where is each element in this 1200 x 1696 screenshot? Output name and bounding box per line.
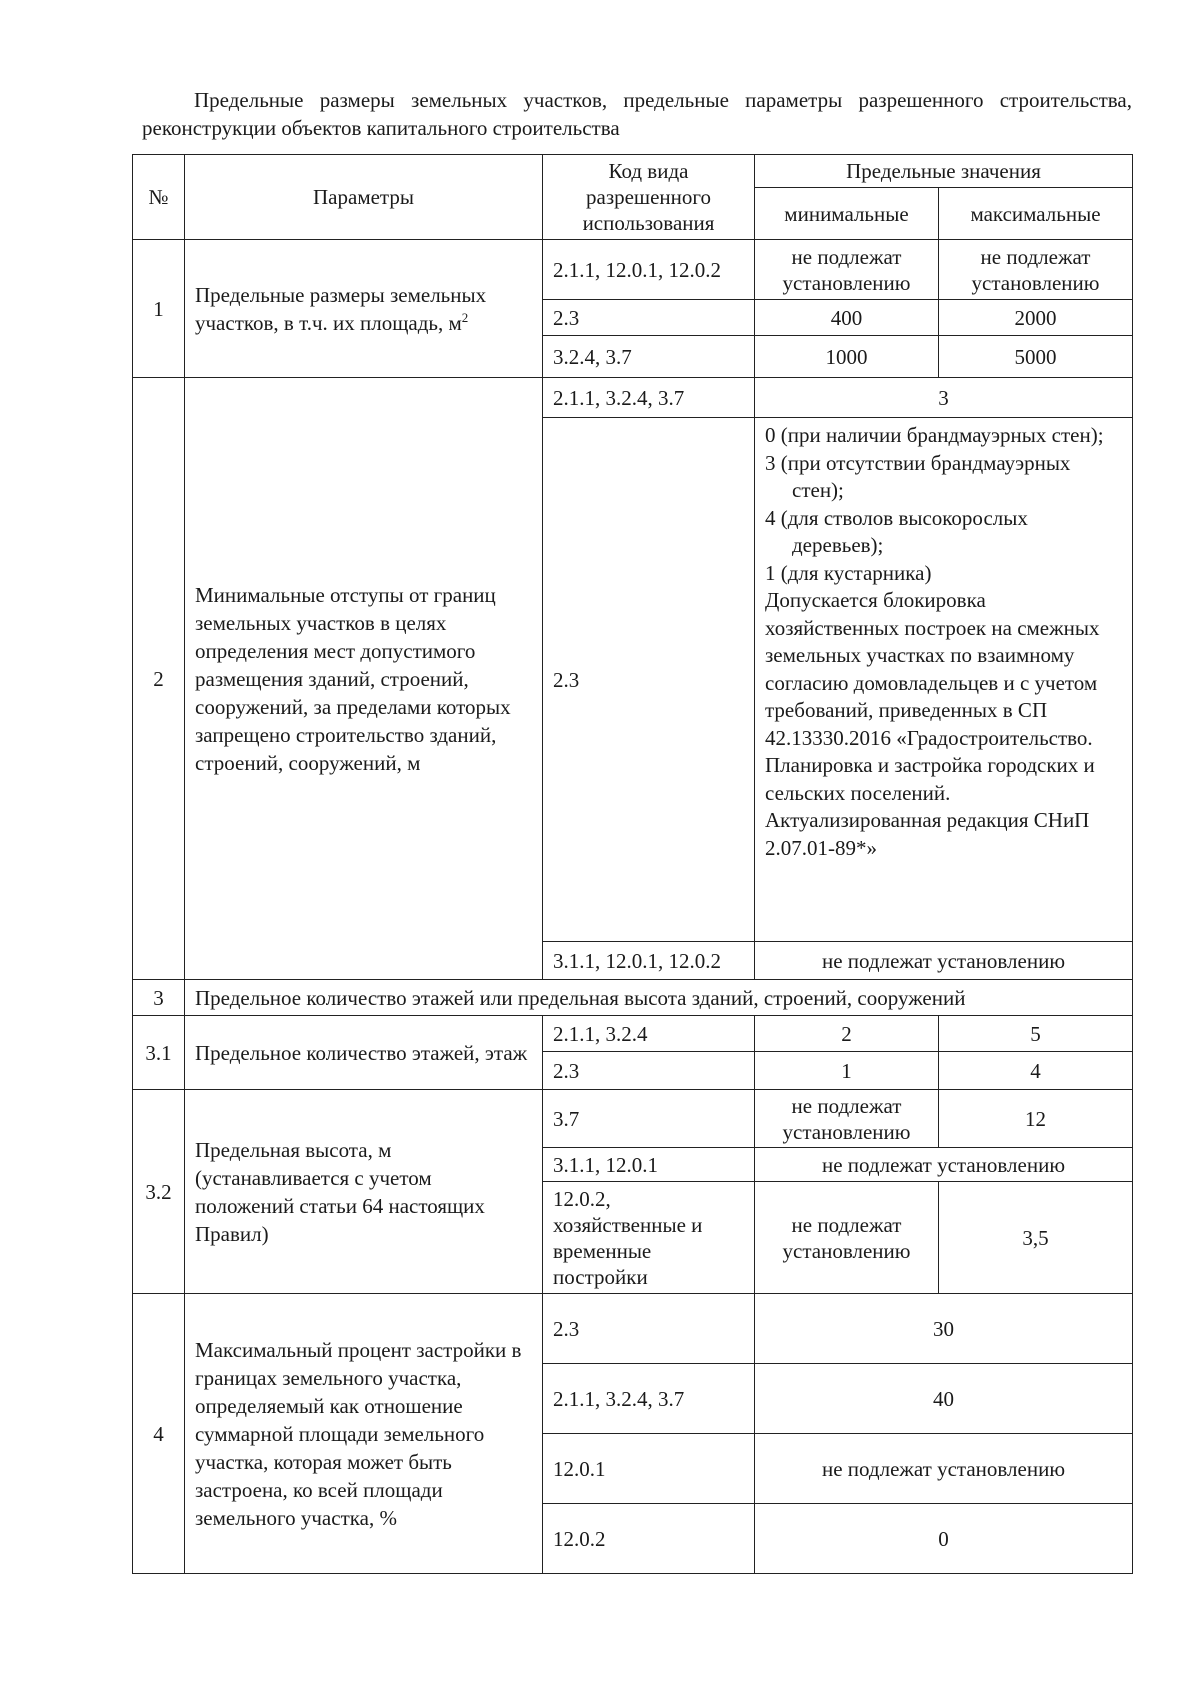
row-code: 2.3 <box>543 418 755 942</box>
row-value: 30 <box>755 1294 1133 1364</box>
row-num: 3.1 <box>133 1016 185 1090</box>
row-min: 1000 <box>755 336 939 378</box>
row-num: 4 <box>133 1294 185 1574</box>
row-param: Предельная высота, м (устанавливается с учетом положений статьи 64 настоящих Правил) <box>185 1090 543 1294</box>
header-num: № <box>133 155 185 240</box>
table-row <box>133 378 1133 418</box>
table-row <box>133 1090 1133 1148</box>
row-code: 2.1.1, 3.2.4 <box>543 1016 755 1052</box>
row-max: 5000 <box>939 336 1133 378</box>
row-code: 2.1.1, 12.0.1, 12.0.2 <box>543 240 755 300</box>
header-min: минимальные <box>755 188 939 240</box>
row-param: Предельное количество этажей, этаж <box>185 1016 543 1090</box>
row-min: не подлежат установлению <box>755 1182 939 1294</box>
row-code: 3.1.1, 12.0.1, 12.0.2 <box>543 942 755 980</box>
setback-item: 0 (при наличии брандмауэрных стен); <box>765 423 1104 447</box>
row-param: Максимальный процент застройки в границах земельного участка, определяемый как отношение суммарной площади земельного участка, которая может быть застроена, ко всей площади земельного участка, % <box>185 1294 543 1574</box>
row-min: 1 <box>755 1052 939 1090</box>
row-value: 3 <box>755 378 1133 418</box>
table-row <box>133 980 1133 1016</box>
row-code: 3.7 <box>543 1090 755 1148</box>
row-value: не подлежат установлению <box>755 1148 1133 1182</box>
caption-text: Предельные размеры земельных участков, предельные параметры разрешенного строительства, реконструкции объектов капитального строительства <box>142 88 1132 140</box>
row-min: 400 <box>755 300 939 336</box>
header-limits: Предельные значения <box>755 155 1133 188</box>
row-code: 2.3 <box>543 300 755 336</box>
setback-item: 1 (для кустарника) <box>765 560 932 585</box>
row-min: не подлежат установлению <box>755 1090 939 1148</box>
row-num: 3 <box>133 980 185 1016</box>
table-row <box>133 1294 1133 1364</box>
row-param: Предельные размеры земельных участков, в т.ч. их площадь, $м^2$ <box>185 240 543 378</box>
row-code: 2.3 <box>543 1052 755 1090</box>
header-params: Параметры <box>185 155 543 240</box>
row-max: 5 <box>939 1016 1133 1052</box>
row-value: не подлежат установлению <box>755 942 1133 980</box>
row-code: 2.1.1, 3.2.4, 3.7 <box>543 378 755 418</box>
row-max: 12 <box>939 1090 1133 1148</box>
row-num: 1 <box>133 240 185 378</box>
header-max: максимальные <box>939 188 1133 240</box>
table-row <box>133 240 1133 300</box>
setback-note: Допускается блокировка хозяйственных построек на смежных земельных участках по взаимному согласию домовладельцев и с учетом требований, приведенных в СП 42.13330.2016 «Градостроительство. Планировка и застройка городских и сельских поселений. Актуализированная редакция СНиП 2.07.01-89*» <box>765 588 1100 860</box>
row-param: Минимальные отступы от границ земельных участков в целях определения мест допустимого размещения зданий, строений, сооружений, за пределами которых запрещено строительство зданий, строений, сооружений, м <box>185 378 543 980</box>
regulations-table <box>132 154 1133 1574</box>
row-min: 2 <box>755 1016 939 1052</box>
row-value: 0 <box>755 1504 1133 1574</box>
row-section-title: Предельное количество этажей или предельная высота зданий, строений, сооружений <box>185 980 1133 1016</box>
setback-item: 4 (для стволов высокорослых деревьев); <box>765 505 1028 557</box>
row-min: не подлежат установлению <box>755 240 939 300</box>
row-num: 2 <box>133 378 185 980</box>
row-max: 4 <box>939 1052 1133 1090</box>
setback-item: 3 (при отсутствии брандмауэрных стен); <box>765 450 1071 502</box>
row-value: не подлежат установлению <box>755 1434 1133 1504</box>
row-value: 40 <box>755 1364 1133 1434</box>
row-max: не подлежат установлению <box>939 240 1133 300</box>
row-code: 12.0.2, хозяйственные и временные постройки <box>543 1182 755 1294</box>
row-code: 3.1.1, 12.0.1 <box>543 1148 755 1182</box>
row-code: 2.3 <box>543 1294 755 1364</box>
header-row <box>133 155 1133 188</box>
row-code: 12.0.2 <box>543 1504 755 1574</box>
header-code: Код вида разрешенного использования <box>543 155 755 240</box>
row-code: 3.2.4, 3.7 <box>543 336 755 378</box>
row-value <box>755 418 1133 942</box>
row-max: 3,5 <box>939 1182 1133 1294</box>
table-row <box>133 1016 1133 1052</box>
row-code: 2.1.1, 3.2.4, 3.7 <box>543 1364 755 1434</box>
row-num: 3.2 <box>133 1090 185 1294</box>
row-code: 12.0.1 <box>543 1434 755 1504</box>
row-max: 2000 <box>939 300 1133 336</box>
table-caption <box>142 86 1132 142</box>
